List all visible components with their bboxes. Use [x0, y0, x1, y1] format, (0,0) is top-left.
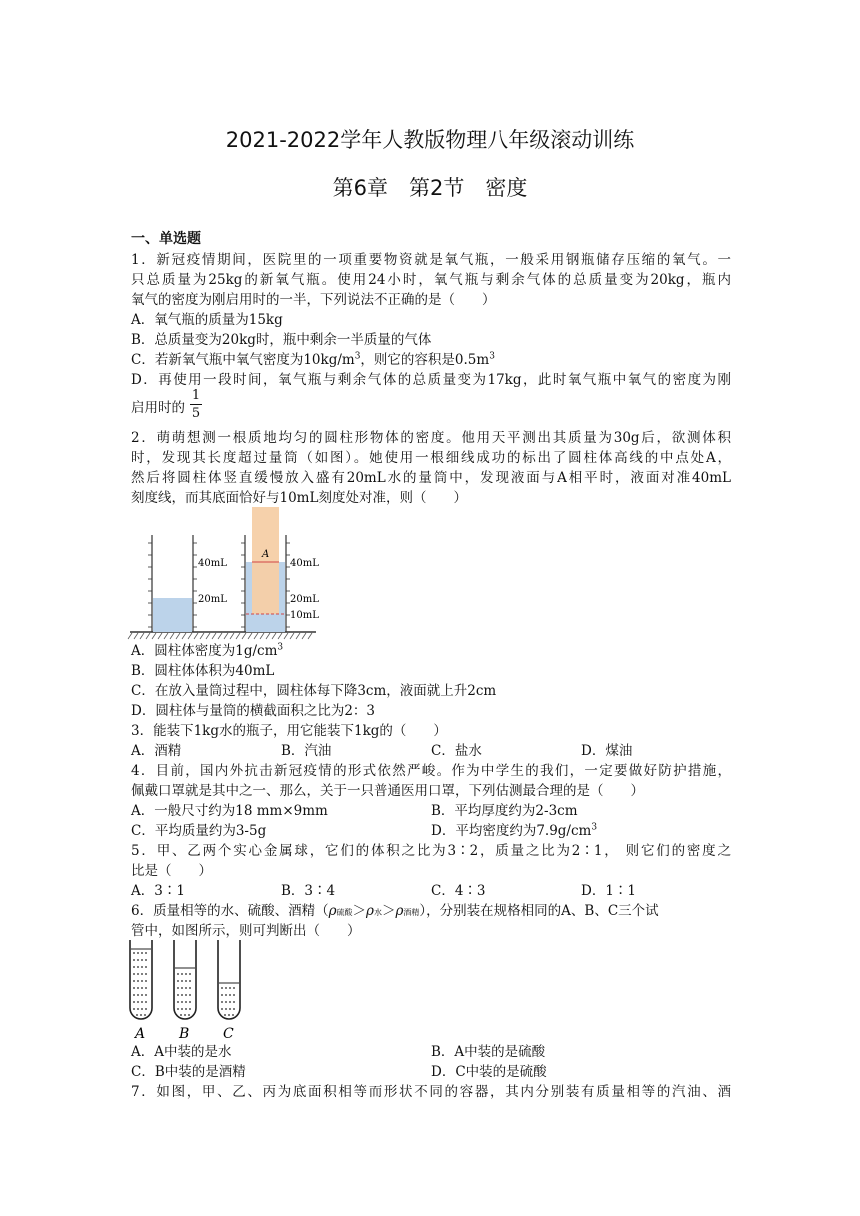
- q1-stem-line3: 氧气的密度为刚启用时的一半，下列说法不正确的是（ ）: [131, 292, 496, 308]
- q2-stem-line2: 时，发现其长度超过量筒（如图）。她使用一根细线成功的标出了圆柱体高线的中点处A，: [131, 450, 731, 466]
- section-heading: 一、单选题: [131, 231, 201, 247]
- right-label-10ml: 10mL: [290, 610, 319, 621]
- q5-option-a: A．3∶1: [131, 883, 185, 899]
- q2-option-b: B．圆柱体体积为40mL: [131, 663, 275, 679]
- q3-option-b: B．汽油: [281, 743, 332, 759]
- right-label-40ml: 40mL: [290, 558, 319, 569]
- q5-option-c: C．4∶3: [431, 883, 486, 899]
- q1-option-d-line2: 启用时的: [131, 400, 185, 416]
- q1-option-b: B．总质量变为20kg时，瓶中剩余一半质量的气体: [131, 332, 432, 348]
- test-tubes-figure: [124, 938, 249, 1042]
- q2-stem-line1: 2．萌萌想测一根质地均匀的圆柱形物体的密度。他用天平测出其质量为30g后，欲测体积: [131, 430, 731, 446]
- q3-option-c: C．盐水: [431, 743, 482, 759]
- q5-option-d: D．1∶1: [581, 883, 637, 899]
- point-a-label: A: [262, 549, 270, 560]
- q4-option-d: D．平均密度约为$7.9g/cm^3$: [431, 822, 598, 839]
- q2-stem-line3: 然后将圆柱体竖直缓慢放入盛有20mL水的量筒中，发现液面与A相平时，液面对准40mL: [131, 470, 731, 486]
- fraction-one-fifth: 1 5: [191, 388, 201, 421]
- chapter-title: 第6章 第2节 密度: [332, 176, 528, 200]
- q1-stem-line1: 1．新冠疫情期间，医院里的一项重要物资就是氧气瓶，一般采用钢瓶储存压缩的氧气。一: [131, 252, 731, 268]
- q4-option-c: C．平均质量约为3-5g: [131, 823, 267, 839]
- measuring-cylinder-figure: [126, 505, 326, 640]
- q4-option-a: A．一般尺寸约为18 mm×9mm: [131, 803, 328, 819]
- q2-stem-line4: 刻度线，而其底面恰好与10mL刻度处对准，则（ ）: [131, 490, 467, 506]
- tube-label-b: B: [179, 1026, 190, 1042]
- q1-stem-line2: 只总质量为25kg的新氧气瓶。使用24小时，氧气瓶与剩余气体的总质量变为20kg，瓶内: [131, 272, 731, 288]
- left-label-40ml: 40mL: [198, 558, 227, 569]
- document-title: 2021-2022学年人教版物理八年级滚动训练: [225, 128, 635, 152]
- q6-option-d: D．C中装的是硫酸: [431, 1064, 547, 1080]
- left-label-20ml: 20mL: [198, 594, 227, 605]
- q2-option-c: C．在放入量筒过程中，圆柱体每下降3cm，液面就上升2cm: [131, 683, 497, 699]
- q4-stem-line2: 佩戴口罩就是其中之一、那么，关于一只普通医用口罩，下列估测最合理的是（ ）: [131, 783, 644, 799]
- tube-label-a: A: [135, 1026, 146, 1042]
- q1-option-a: A．氧气瓶的质量为15kg: [131, 312, 283, 328]
- q5-option-b: B．3∶4: [281, 883, 336, 899]
- q4-stem-line1: 4．目前，国内外抗击新冠疫情的形式依然严峻。作为中学生的我们，一定要做好防护措施，: [131, 763, 731, 779]
- q7-stem-line1: 7．如图，甲、乙、丙为底面积相等而形状不同的容器，其内分别装有质量相等的汽油、酒: [131, 1084, 731, 1100]
- q6-option-c: C．B中装的是酒精: [131, 1064, 246, 1080]
- q6-option-a: A．A中装的是水: [131, 1044, 232, 1060]
- tube-b: [174, 940, 196, 1019]
- q2-option-a: A．圆柱体密度为$1g/cm^3$: [131, 642, 284, 659]
- q3-stem: 3．能装下1kg水的瓶子，用它能装下1kg的（ ）: [131, 723, 447, 739]
- right-label-20ml: 20mL: [290, 594, 319, 605]
- tube-label-c: C: [223, 1026, 234, 1042]
- q6-option-b: B．A中装的是硫酸: [431, 1044, 546, 1060]
- q4-option-b: B．平均厚度约为2-3cm: [431, 803, 578, 819]
- q5-stem-line2: 比是（ ）: [131, 863, 212, 879]
- q5-stem-line1: 5．甲、乙两个实心金属球，它们的体积之比为3∶2，质量之比为2∶1， 则它们的密度之: [131, 843, 731, 859]
- tube-a: [130, 940, 152, 1019]
- q2-option-d: D．圆柱体与量筒的横截面积之比为2：3: [131, 703, 376, 719]
- q1-option-d-line1: D．再使用一段时间，氧气瓶与剩余气体的总质量变为17kg，此时氧气瓶中氧气的密度为刚: [131, 372, 731, 388]
- q6-stem-line2: 管中，如图所示，则可判断出（ ）: [131, 923, 361, 939]
- q3-option-a: A．酒精: [131, 743, 182, 759]
- q6-stem-line1: 6．质量相等的水、硫酸、酒精（ρ硫酸＞ρ水＞ρ酒精），分别装在规格相同的A、B、C三个试: [131, 903, 659, 919]
- q3-option-d: D．煤油: [581, 743, 633, 759]
- q1-option-c: C．若新氧气瓶中氧气密度为$10kg/m^3$，则它的容积是$0.5m^3$: [131, 351, 495, 368]
- tube-c: [218, 940, 240, 1019]
